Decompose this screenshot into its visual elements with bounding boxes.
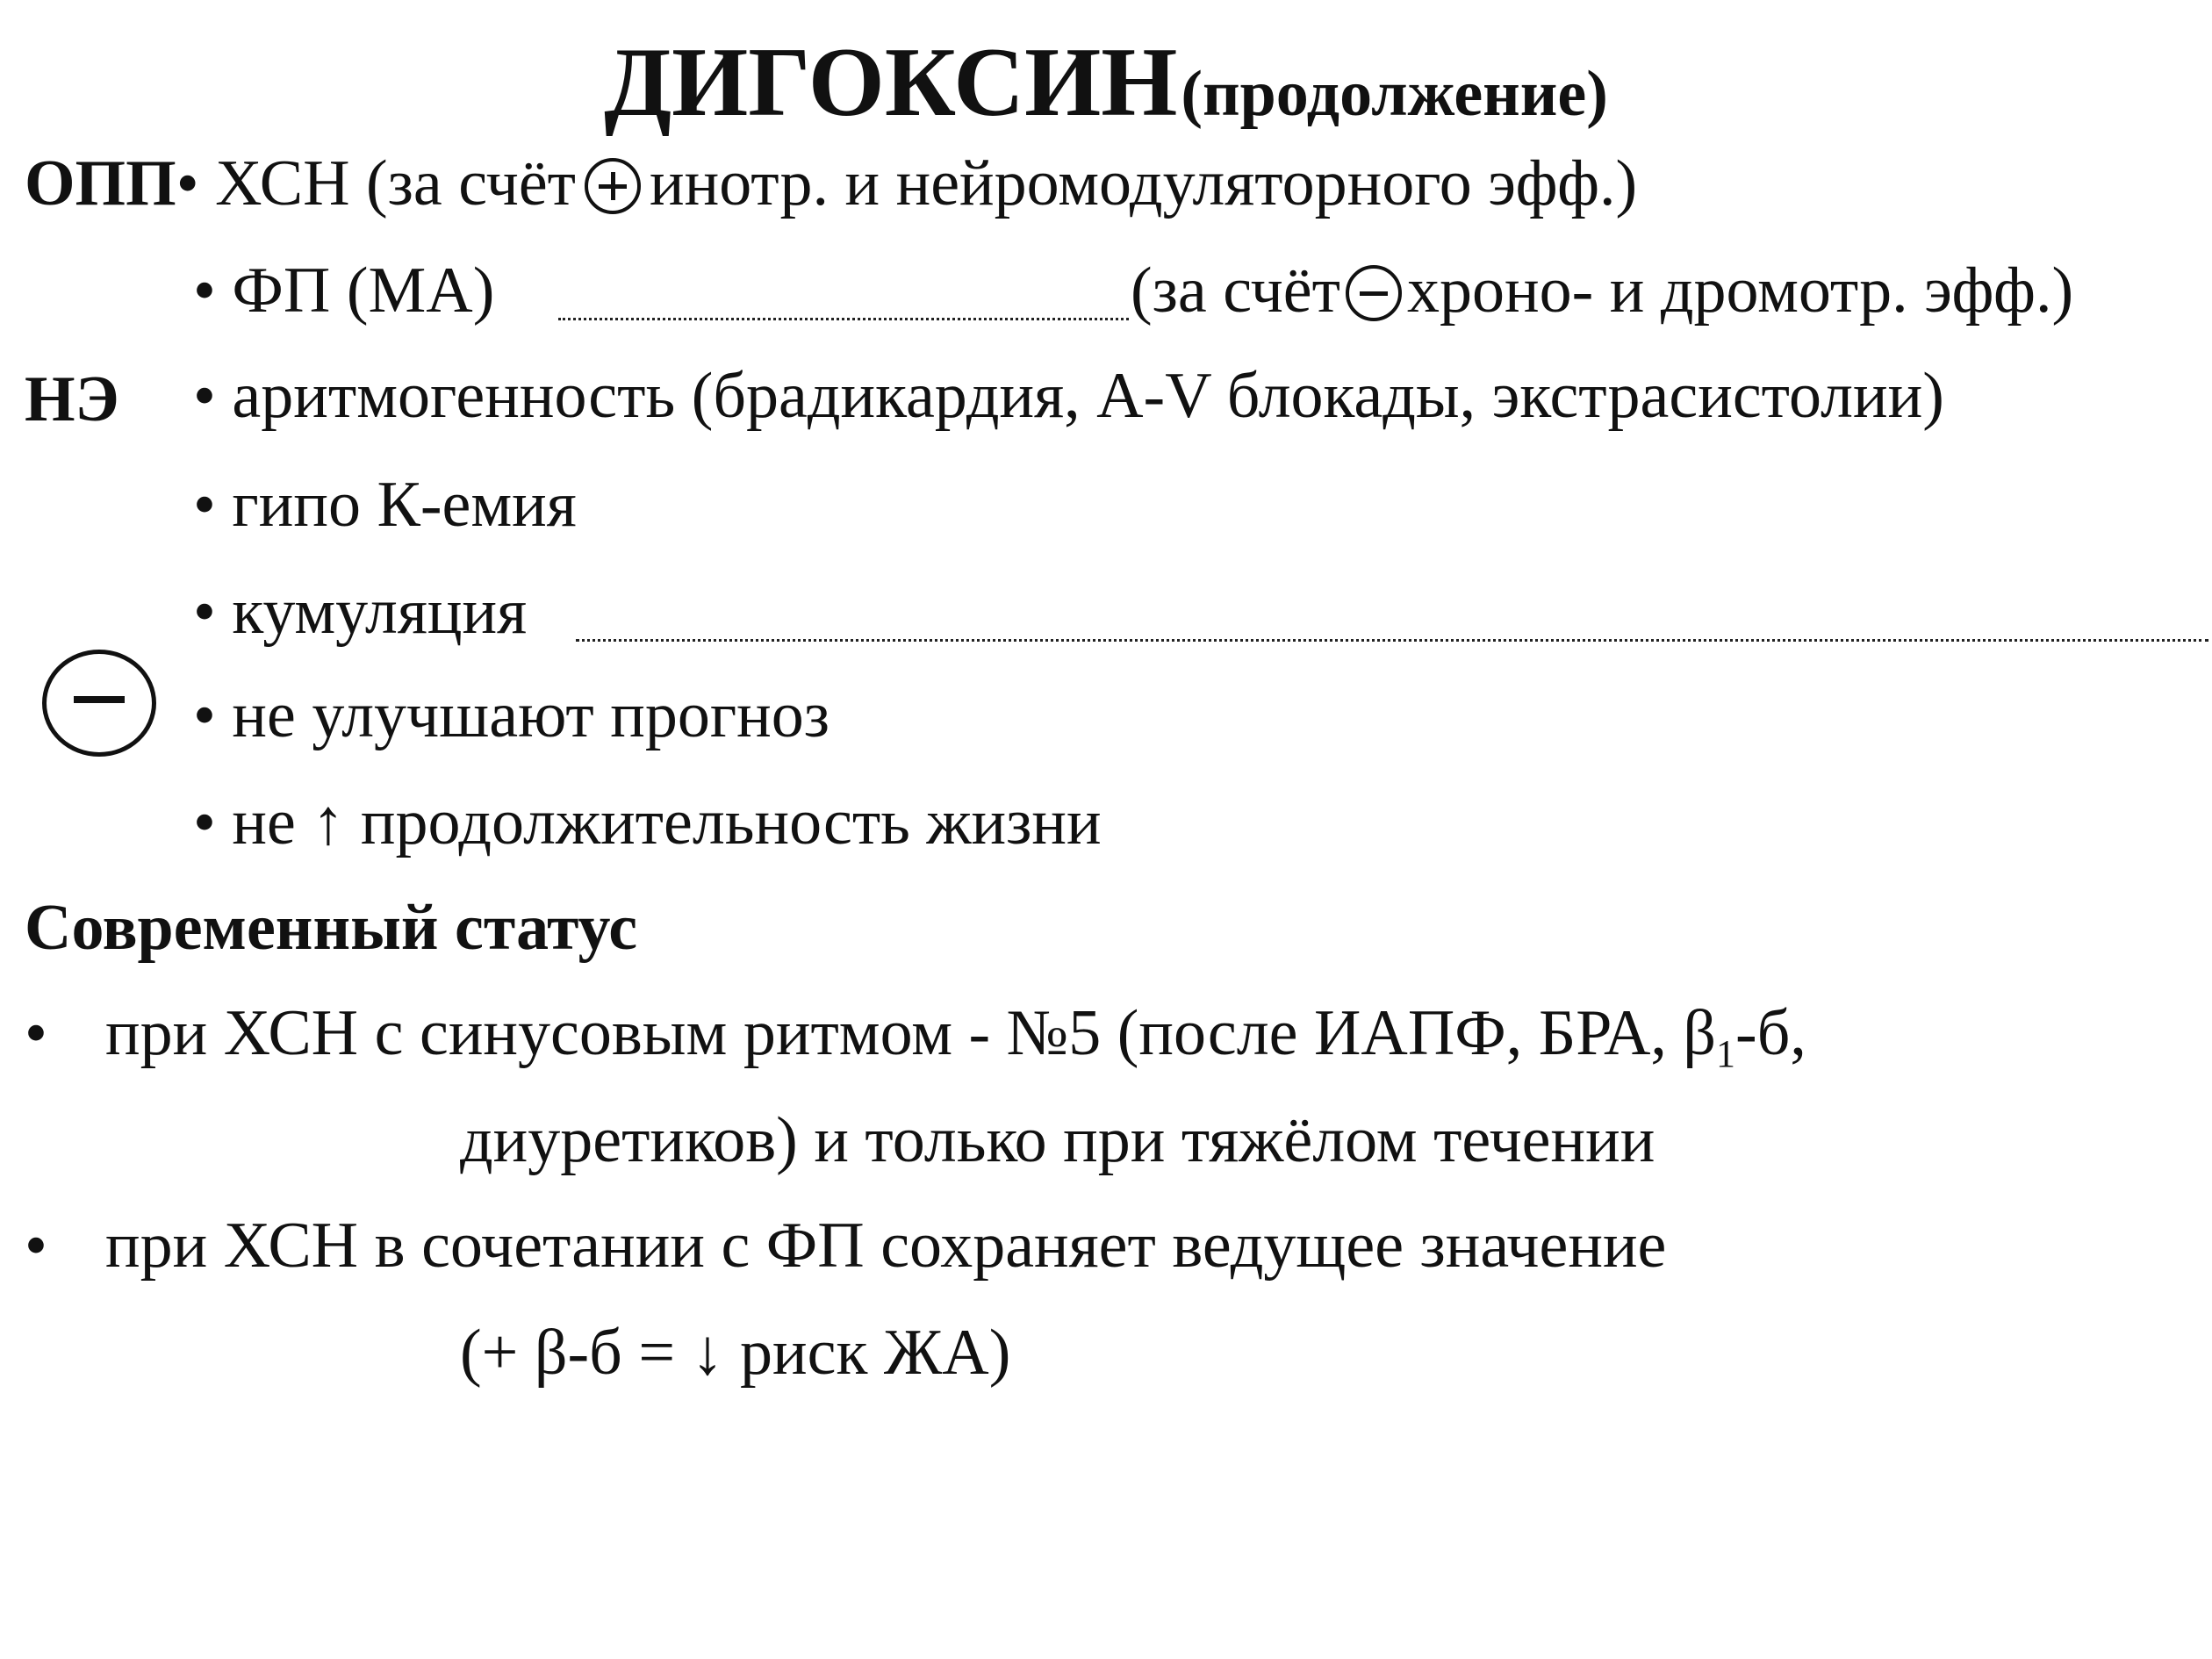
status-item-1-text: при ХСН с синусовым ритмом - №5 (после ИАПФ, БРА, β — [105, 997, 1717, 1069]
bullet: • — [25, 1210, 47, 1282]
minus-item-2 — [193, 786, 1102, 858]
bullet: • — [193, 786, 216, 858]
bullet: • — [193, 679, 216, 751]
subscript: 1 — [1716, 1032, 1736, 1075]
ne-label: НЭ — [25, 363, 119, 435]
bullet: • — [176, 147, 199, 219]
bullet: • — [193, 576, 216, 648]
minus-item-1 — [193, 679, 830, 751]
dotted-leader — [576, 639, 2208, 642]
bullet: • — [193, 360, 216, 432]
bullet: • — [25, 997, 47, 1069]
opp-item-1-before: ХСН (за счёт — [215, 147, 577, 219]
opp-row-2 — [193, 255, 495, 327]
ne-item-3 — [193, 576, 528, 648]
opp-row-2-right — [1131, 255, 2074, 327]
dotted-leader — [558, 318, 1129, 320]
title-main: ДИГОКСИН — [604, 28, 1178, 137]
status-item-1-text-end: -б, — [1735, 997, 1806, 1069]
opp-item-2-left: ФП (МА) — [232, 255, 495, 327]
status-heading: Современный статус — [25, 892, 638, 964]
opp-item-1-after: инотр. и нейромодуляторного эфф.) — [650, 147, 1638, 219]
opp-label: ОПП — [25, 147, 176, 219]
ne-item-2 — [193, 469, 577, 541]
opp-item-2-before: (за счёт — [1131, 255, 1340, 327]
opp-item-2-after: хроно- и дромотр. эфф.) — [1406, 255, 2074, 327]
plus-circle-icon — [585, 158, 641, 214]
ne-item-1 — [193, 360, 1944, 432]
ne-item-text: аритмогенность (брадикардия, A-V блокады, экстрасистолии) — [232, 360, 1944, 432]
minus-item-text: не ↑ продолжительность жизни — [232, 786, 1102, 858]
status-item-1-line-2: диуретиков) и только при тяжёлом течении — [460, 1104, 1655, 1176]
title-subtitle: (продолжение) — [1181, 58, 1608, 130]
status-item-2-line-2: (+ β-б = ↓ риск ЖА) — [460, 1317, 1011, 1389]
minus-item-text: не улучшают прогноз — [232, 679, 830, 751]
bullet: • — [193, 469, 216, 541]
page-title — [0, 28, 2212, 137]
status-item-1-line-1 — [105, 997, 1806, 1075]
minus-circle-icon — [1346, 265, 1402, 321]
ne-item-text: кумуляция — [232, 576, 528, 648]
bullet: • — [193, 255, 216, 327]
minus-circle-icon — [42, 650, 156, 757]
status-item-2-line-1: при ХСН в сочетании с ФП сохраняет ведущее значение — [105, 1210, 1667, 1282]
ne-item-text: гипо К-емия — [232, 469, 577, 541]
opp-row-1 — [25, 147, 1638, 219]
